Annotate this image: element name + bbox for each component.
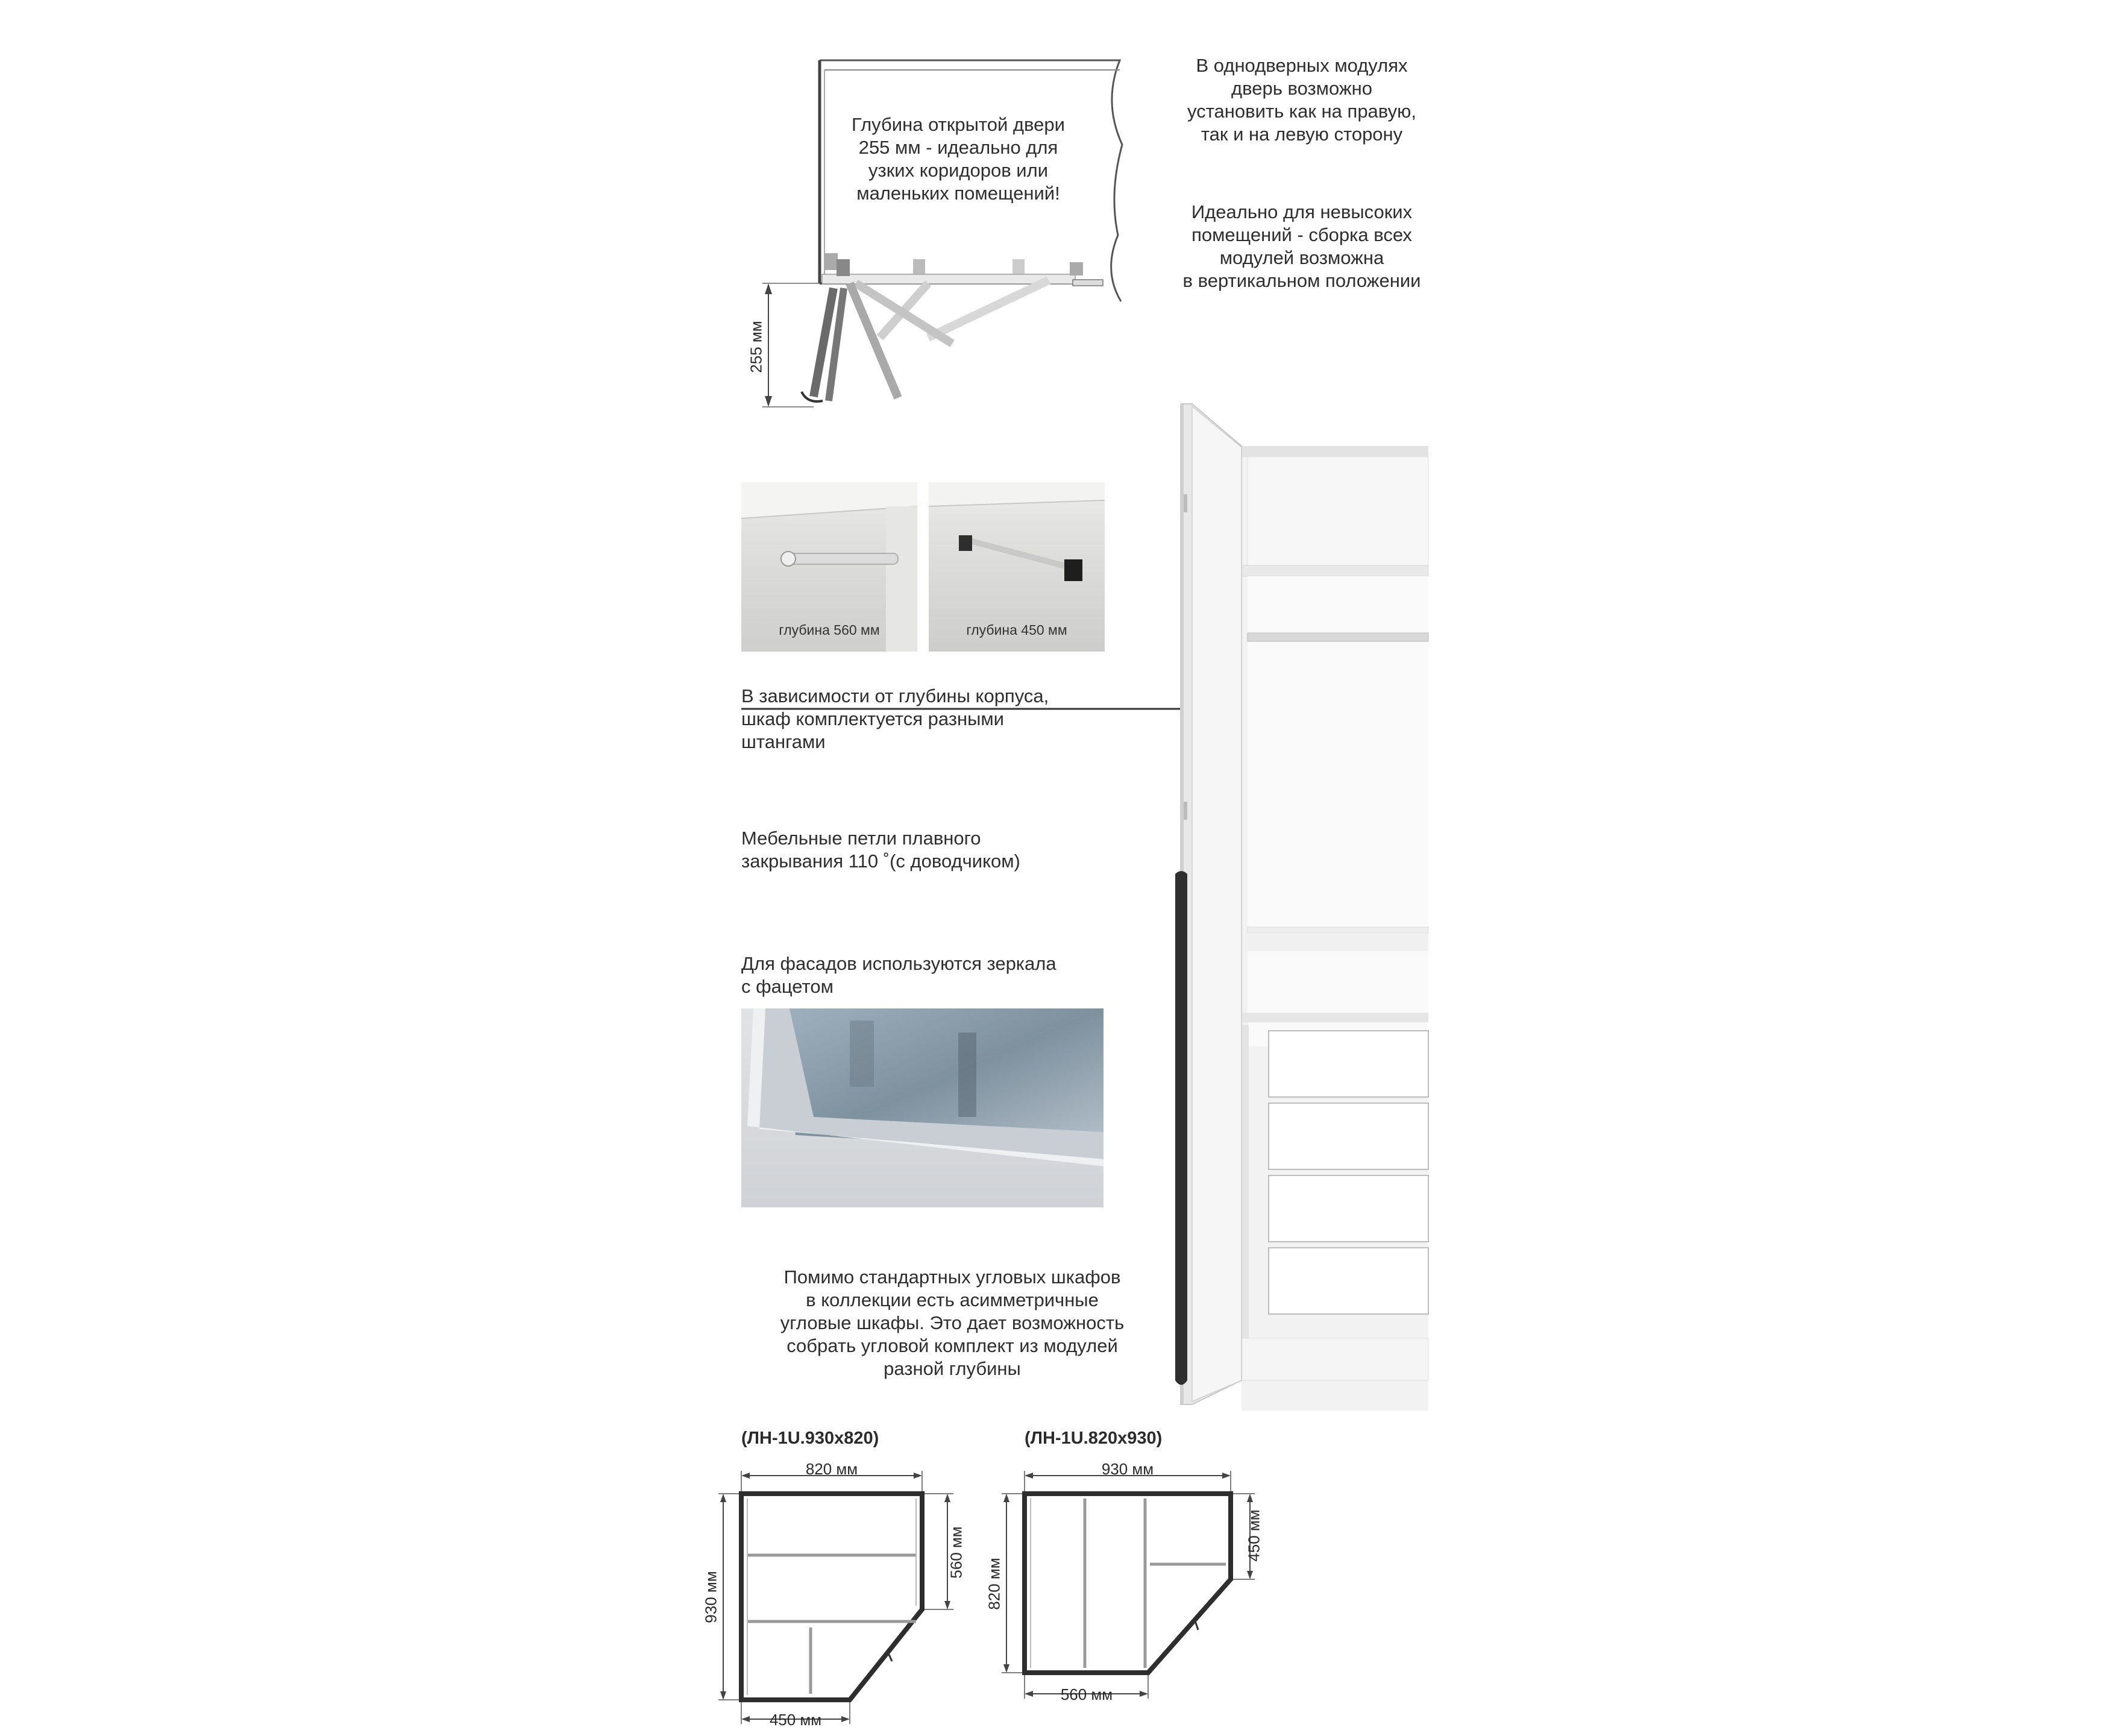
plan-2-left-dim: 820 мм	[985, 1558, 1003, 1610]
plan-2-top-dim: 930 мм	[1101, 1460, 1154, 1478]
plan-2-code: (ЛН-1U.820x930)	[1025, 1429, 1163, 1448]
plan-1-top-dim: 820 мм	[805, 1460, 858, 1478]
rail-560-caption: глубина 560 мм	[779, 622, 880, 638]
plan-1	[702, 1459, 970, 1736]
plan-2-right-dim: 450 мм	[1245, 1509, 1263, 1562]
rail-photo-450	[929, 482, 1105, 652]
rails-note: В зависимости от глубины корпуса, шкаф комплектуется разными штангами	[741, 685, 1049, 752]
rail-photo-560	[741, 482, 917, 652]
plan-1-drawing	[711, 1459, 970, 1736]
door-opening-diagram	[747, 54, 1145, 416]
rail-450-caption: глубина 450 мм	[966, 622, 1067, 638]
wardrobe-illustration	[1169, 404, 1428, 1410]
door-opening-drawing	[747, 54, 1145, 416]
single-door-note: В однодверных модулях дверь возможно установить как на правую, так и на левую сторону	[1187, 55, 1416, 145]
plan-1-left-dim: 930 мм	[702, 1571, 720, 1623]
plan-1-code: (ЛН-1U.930x820)	[741, 1429, 879, 1448]
mirror-facet-photo	[741, 1008, 1104, 1207]
corner-note: Помимо стандартных угловых шкафов в коллекции есть асимметричные угловые шкафы. Это дает возможность собрать угловой комплект из модулей разной глубины	[780, 1266, 1125, 1379]
door-depth-caption: Глубина открытой двери 255 мм - идеально для узких коридоров или маленьких помещений!	[852, 114, 1065, 204]
wardrobe-drawing	[1169, 404, 1428, 1410]
plan-2	[985, 1459, 1263, 1736]
low-rooms-note: Идеально для невысоких помещений - сборка всех модулей возможна в вертикальном положении	[1182, 201, 1421, 291]
door-depth-label: 255 мм	[747, 321, 765, 373]
plan-1-bottom-dim: 450 мм	[769, 1711, 822, 1729]
mirrors-note: Для фасадов используются зеркала с фацетом	[741, 953, 1056, 997]
plan-2-bottom-dim: 560 мм	[1060, 1685, 1113, 1703]
plan-1-right-dim: 560 мм	[947, 1526, 965, 1579]
hinges-note: Мебельные петли плавного закрывания 110 ˚(с доводчиком)	[741, 828, 1020, 872]
plan-2-drawing	[994, 1459, 1260, 1736]
mirror-facet-drawing	[741, 1008, 1104, 1207]
